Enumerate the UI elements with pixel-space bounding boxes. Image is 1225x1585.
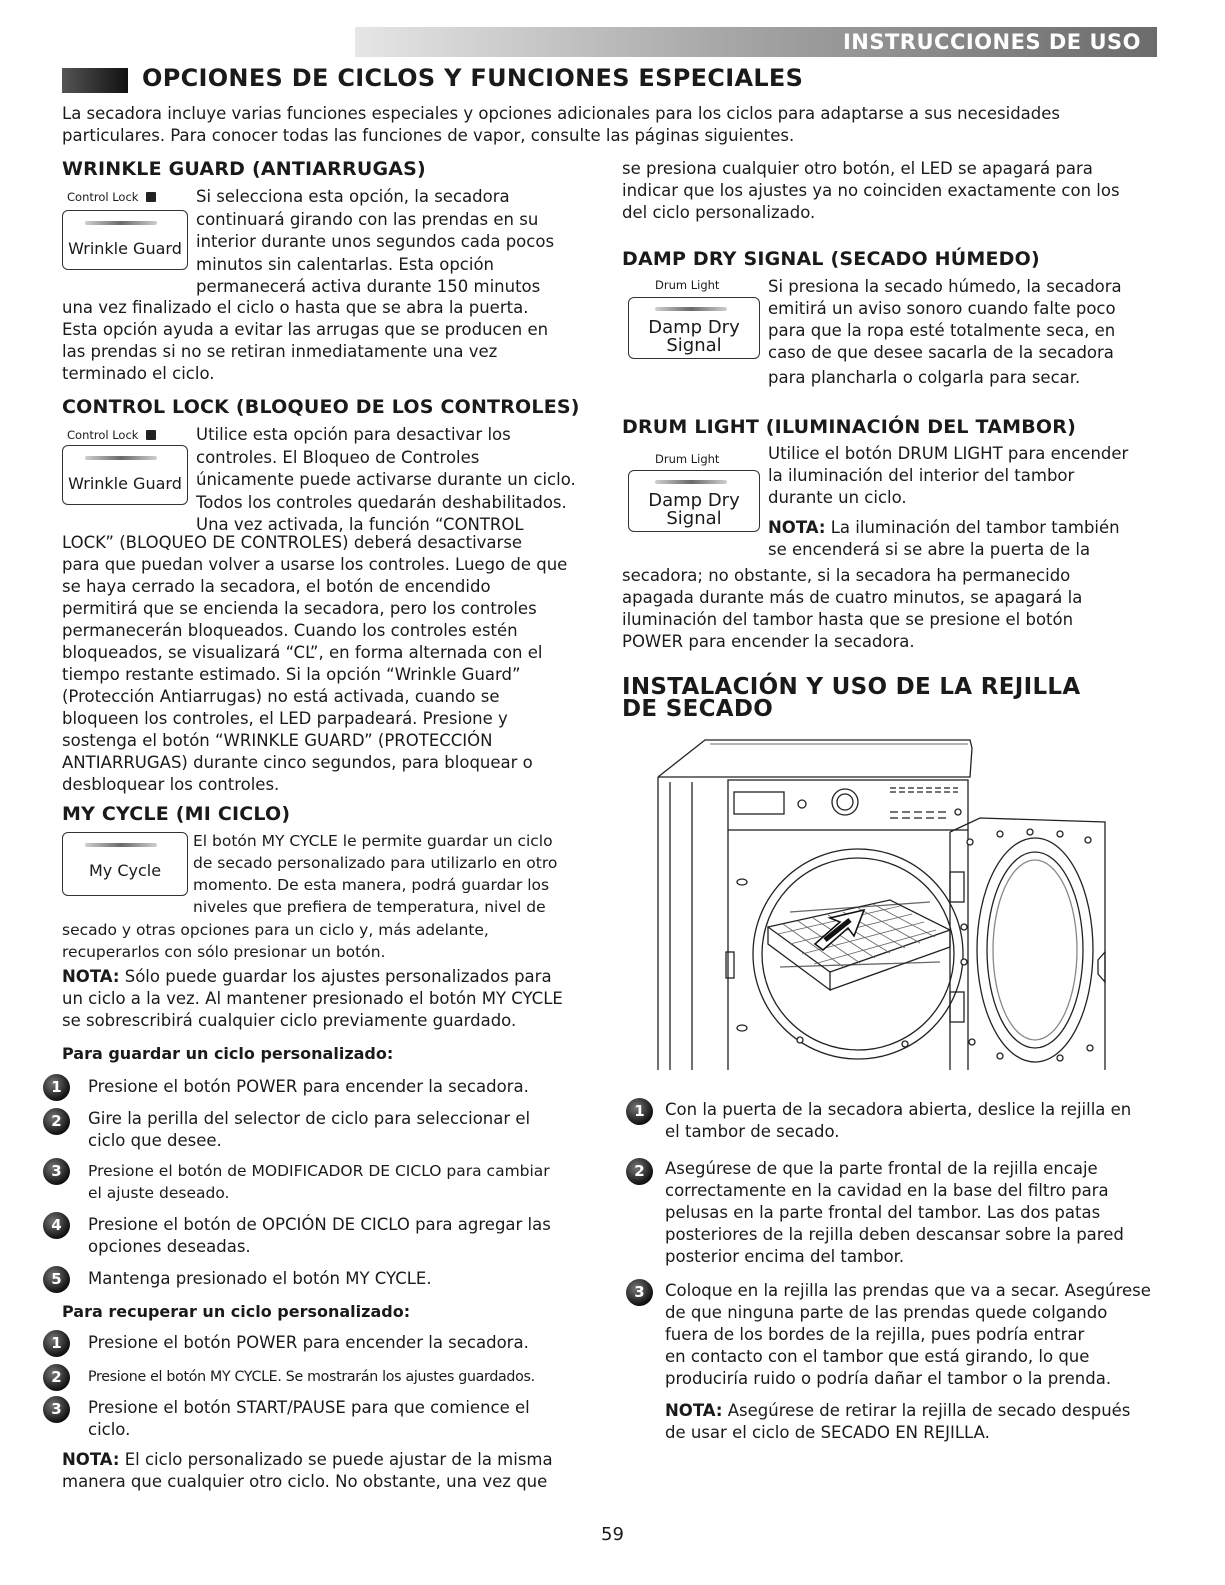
step-number-badge: 1 <box>626 1098 653 1125</box>
my-cycle-side-text: El botón MY CYCLE le permite guardar un ciclo de secado personalizado para utilizarlo en otro momento. De esta manera, podrá guardar los niveles que prefiera de temperatura, nivel de <box>193 832 558 916</box>
wrinkle-guard-full-text: una vez finalizado el ciclo o hasta que se abra la puerta. Esta opción ayuda a evitar las arrugas que se producen en las prendas si no se retiran inmediatamente una vez terminado el ciclo. <box>62 298 549 383</box>
rack-heading: INSTALACIÓN Y USO DE LA REJILLA DE SECADO <box>622 674 1081 722</box>
control-lock-top-label: Control Lock <box>67 186 156 205</box>
step-number-badge: 3 <box>626 1279 653 1306</box>
drum-light-button-label: Damp Dry <box>648 490 740 511</box>
recall-step: Presione el botón POWER para encender la secadora. <box>88 1333 529 1352</box>
save-step: Presione el botón de OPCIÓN DE CICLO para agregar las opciones deseadas. <box>88 1215 551 1256</box>
dryer-with-rack-drawing <box>650 722 1110 1072</box>
rack-step: Coloque en la rejilla las prendas que va a secar. Asegúrese de que ninguna parte de las prendas quede colgando fuera de los bordes de la rejilla, pues podría entrar en contacto con el tambor que está girando, lo que produciría ruido o podría dañar el tambor o la prenda. <box>665 1281 1151 1388</box>
intro-line: particulares. Para conocer todas las funciones de vapor, consulte las páginas siguientes. <box>62 126 795 145</box>
led-indicator <box>85 456 157 460</box>
my-cycle-button-label: My Cycle <box>88 861 162 880</box>
led-indicator <box>655 307 727 311</box>
led-indicator <box>85 843 157 847</box>
step-number-badge: 2 <box>43 1108 70 1135</box>
rack-note: NOTA: Asegúrese de retirar la rejilla de secado después de usar el ciclo de SECADO EN REJILLA. <box>665 1401 1131 1442</box>
damp-dry-heading: DAMP DRY SIGNAL (SECADO HÚMEDO) <box>622 248 1040 270</box>
wrinkle-guard-side-text: Si selecciona esta opción, la secadora continuará girando con las prendas en su interior durante unos segundos cada pocos minutos sin calentarlas. Esta opción permanecerá activa durante 150 minutos <box>196 187 555 296</box>
drum-light-full-text: secadora; no obstante, si la secadora ha permanecido apagada durante más de cuatro minutos, se apagará la iluminación del tambor hasta que se presione el botón POWER para encender la secadora. <box>622 566 1083 651</box>
save-step: Presione el botón de MODIFICADOR DE CICLO para cambiar el ajuste deseado. <box>88 1162 550 1202</box>
rack-step: Asegúrese de que la parte frontal de la rejilla encaje correctamente en la cavidad en la base del filtro para pelusas en la parte frontal del tambor. Las dos patas posteriores de la rejilla deben descansar sobre la pared posterior encima del tambor. <box>665 1159 1124 1266</box>
drum-light-button[interactable] <box>628 470 760 532</box>
step-number-badge: 1 <box>43 1074 70 1101</box>
damp-dry-button[interactable] <box>628 297 760 359</box>
intro-line: La secadora incluye varias funciones especiales y opciones adicionales para los ciclos para adaptarse a sus necesidades <box>62 104 1061 123</box>
drum-light-top-label: Drum Light <box>655 452 720 466</box>
recall-step: Presione el botón MY CYCLE. Se mostrarán los ajustes guardados. <box>88 1369 535 1385</box>
led-indicator <box>655 480 727 484</box>
lock-icon <box>146 192 156 202</box>
my-cycle-full-text: secado y otras opciones para un ciclo y, más adelante, recuperarlos con sólo presionar un botón. <box>62 921 489 961</box>
recall-cycle-heading: Para recuperar un ciclo personalizado: <box>62 1302 411 1321</box>
step-number-badge: 2 <box>626 1158 653 1185</box>
section-title-marker <box>62 68 128 93</box>
my-cycle-heading: MY CYCLE (MI CICLO) <box>62 803 291 825</box>
control-lock-full-text: LOCK” (BLOQUEO DE CONTROLES) deberá desactivarse para que puedan volver a usarse los controles. Luego de que se haya cerrado la secadora, el botón de encendido permitirá que se encienda la secadora, pero los controles permanecerán bloqueados. Cuando los controles estén bloqueados, se visualizará “CL”, en forma alternada con el tiempo restante estimado. Si la opción “Wrinkle Guard” (Protección Antiarrugas) no está activada, cuando se bloqueen los controles, el LED parpadeará. Presione y sostenga el botón “WRINKLE GUARD” (PROTECCIÓN ANTIARRUGAS) durante cinco segundos, para bloquear o desbloquear los controles. <box>62 533 568 794</box>
control-lock-heading: CONTROL LOCK (BLOQUEO DE LOS CONTROLES) <box>62 396 580 418</box>
damp-dry-button-label: Signal <box>666 335 722 356</box>
save-step: Presione el botón POWER para encender la secadora. <box>88 1077 529 1096</box>
banner-text: INSTRUCCIONES DE USO <box>842 30 1141 54</box>
drum-light-heading: DRUM LIGHT (ILUMINACIÓN DEL TAMBOR) <box>622 416 1076 438</box>
control-lock-side-text: Utilice esta opción para desactivar los controles. El Bloqueo de Controles únicamente puede activarse durante un ciclo. Todos los controles quedarán deshabilitados. Una vez activada, la función “CONTROL <box>196 425 576 534</box>
header-banner <box>355 27 1157 57</box>
save-step: Gire la perilla del selector de ciclo para seleccionar el ciclo que desee. <box>88 1109 531 1150</box>
save-cycle-heading: Para guardar un ciclo personalizado: <box>62 1044 394 1063</box>
control-lock-top-label: Control Lock <box>67 424 156 443</box>
my-cycle-note: NOTA: Sólo puede guardar los ajustes personalizados para un ciclo a la vez. Al mantener presionado el botón MY CYCLE se sobrescribirá cualquier ciclo previamente guardado. <box>62 967 563 1030</box>
drum-light-button-label: Signal <box>666 508 722 529</box>
step-number-badge: 1 <box>43 1330 70 1357</box>
dryer-rack-illustration <box>650 722 1110 1072</box>
save-step: Mantenga presionado el botón MY CYCLE. <box>88 1269 432 1288</box>
lock-icon <box>146 430 156 440</box>
wrinkle-guard-button-label: Wrinkle Guard <box>68 239 182 258</box>
step-number-badge: 2 <box>43 1364 70 1391</box>
page-number: 59 <box>601 1524 624 1545</box>
damp-dry-button-label: Damp Dry <box>648 317 740 338</box>
note-label: NOTA: <box>62 967 120 986</box>
my-cycle-continued-text: se presiona cualquier otro botón, el LED se apagará para indicar que los ajustes ya no coinciden exactamente con los del ciclo personalizado. <box>622 159 1120 222</box>
recall-step: Presione el botón START/PAUSE para que comience el ciclo. <box>88 1398 530 1439</box>
note-label: NOTA: <box>768 518 826 537</box>
note-label: NOTA: <box>62 1450 120 1469</box>
intro-paragraph <box>62 103 1162 147</box>
wrinkle-guard-button[interactable] <box>62 210 188 270</box>
rack-step: Con la puerta de la secadora abierta, deslice la rejilla en el tambor de secado. <box>665 1100 1132 1141</box>
step-number-badge: 4 <box>43 1212 70 1239</box>
drum-light-side-text: Utilice el botón DRUM LIGHT para encender la iluminación del interior del tambor durante un ciclo. NOTA: La iluminación del tambor también se encenderá si se abre la puerta de la <box>768 444 1129 559</box>
my-cycle-note-2: NOTA: El ciclo personalizado se puede ajustar de la misma manera que cualquier otro ciclo. No obstante, una vez que <box>62 1450 553 1491</box>
note-label: NOTA: <box>665 1401 723 1420</box>
led-indicator <box>85 221 157 225</box>
damp-dry-side-text: Si presiona la secado húmedo, la secadora emitirá un aviso sonoro cuando falte poco para que la ropa esté totalmente seca, en caso de que desee sacarla de la secadora para plancharla o colgarla para secar. <box>768 277 1122 387</box>
drum-light-top-label: Drum Light <box>655 278 720 292</box>
wrinkle-guard-heading: WRINKLE GUARD (ANTIARRUGAS) <box>62 158 426 180</box>
section-title: OPCIONES DE CICLOS Y FUNCIONES ESPECIALES <box>142 64 804 92</box>
step-number-badge: 3 <box>43 1396 70 1423</box>
step-number-badge: 3 <box>43 1158 70 1185</box>
my-cycle-button[interactable] <box>62 832 188 896</box>
wrinkle-guard-button[interactable] <box>62 445 188 505</box>
wrinkle-guard-button-label: Wrinkle Guard <box>68 474 182 493</box>
step-number-badge: 5 <box>43 1266 70 1293</box>
